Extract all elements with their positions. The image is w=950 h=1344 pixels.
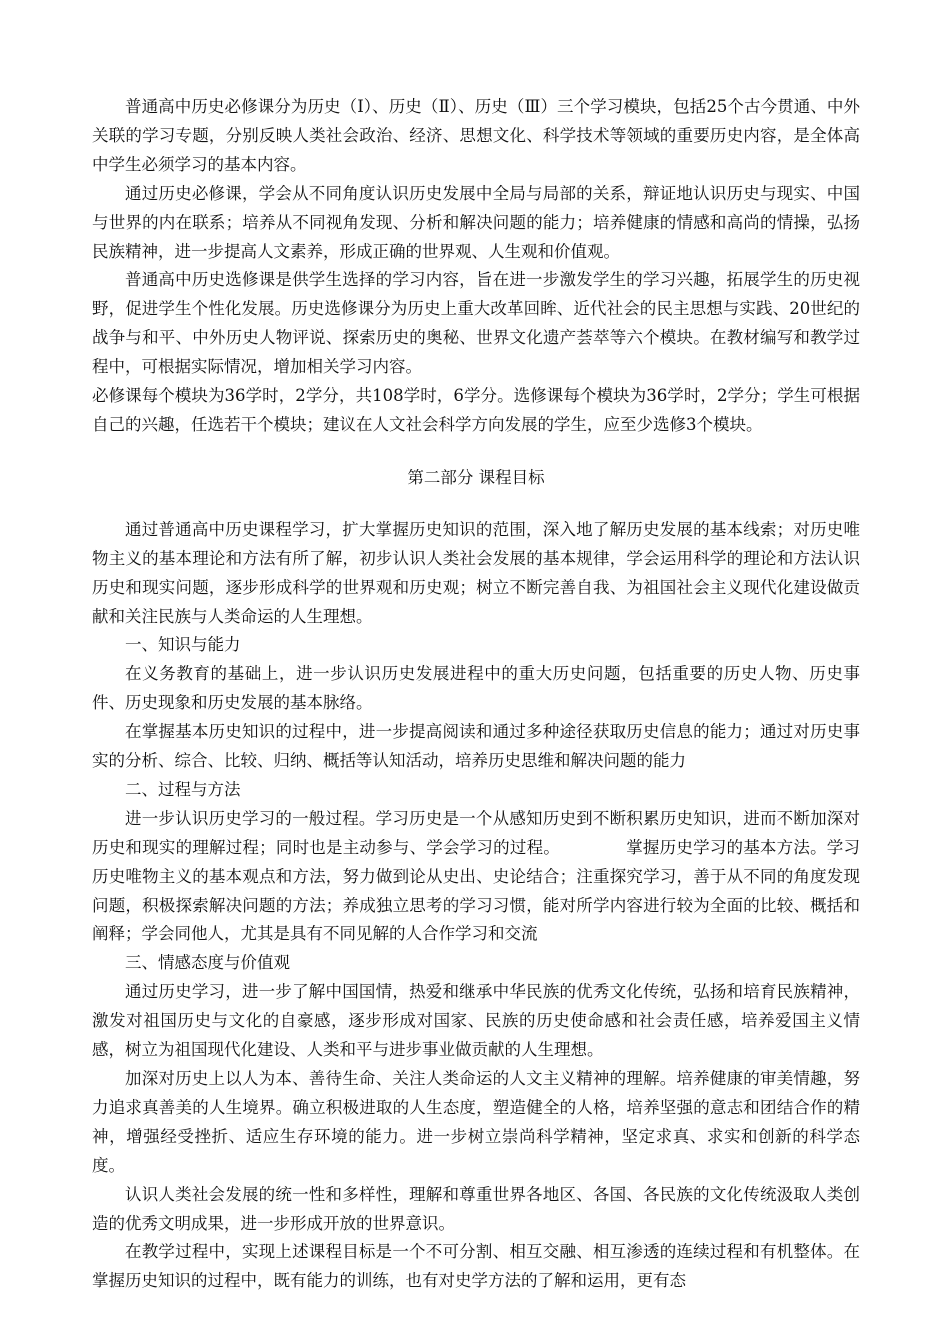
paragraph-process-method-part-b: 掌握历史学习的基本方法。学习历史唯物主义的基本观点和方法，努力做到论从史出、史论结合；注重探究学习，善于从不同的角度发现问题，积极探索解决问题的方法；养成独立思考的学习习惯，能对所学内容进行较为全面的比较、概括和阐释；学会同他人，尤其是具有不同见解的人合作学习和交流 [92,837,861,944]
paragraph-values-3: 认识人类社会发展的统一性和多样性，理解和尊重世界各地区、各国、各民族的文化传统汲取人类创造的优秀文明成果，进一步形成开放的世界意识。 [92,1184,860,1233]
subheading-knowledge-ability: 一、知识与能力 [125,635,241,655]
paragraph-process-method [92,805,860,950]
paragraph-credit-hours: 必修课每个模块为36学时，2学分，共108学时，6学分。选修课每个模块为36学时，2学分；学生可根据自己的兴趣，任选若干个模块；建议在人文社会科学方向发展的学生，应至少选修3个模块。 [92,386,860,434]
paragraph-values-1: 通过历史学习，进一步了解中国国情，热爱和继承中华民族的优秀文化传统，弘扬和培育民族精神，激发对祖国历史与文化的自豪感，逐步形成对国家、民族的历史使命感和社会责任感，培养爱国主义情感，树立为祖国现代化建设、人类和平与进步事业做贡献的人生理想。 [92,982,860,1060]
paragraph-values-4: 在教学过程中，实现上述课程目标是一个不可分割、相互交融、相互渗透的连续过程和有机整体。在掌握历史知识的过程中，既有能力的训练，也有对史学方法的了解和运用，更有态 [92,1242,860,1291]
paragraph-course-goals-intro: 通过普通高中历史课程学习，扩大掌握历史知识的范围，深入地了解历史发展的基本线索；对历史唯物主义的基本理论和方法有所了解，初步认识人类社会发展的基本规律，学会运用科学的理论和方法认识历史和现实问题，逐步形成科学的世界观和历史观；树立不断完善自我、为祖国社会主义现代化建设做贡献和关注民族与人类命运的人生理想。 [92,519,860,626]
paragraph-knowledge-1: 在义务教育的基础上，进一步认识历史发展进程中的重大历史问题，包括重要的历史人物、历史事件、历史现象和历史发展的基本脉络。 [92,664,860,713]
paragraph-elective-courses: 普通高中历史选修课是供学生选择的学习内容，旨在进一步激发学生的学习兴趣，拓展学生的历史视野，促进学生个性化发展。历史选修课分为历史上重大改革回眸、近代社会的民主思想与实践、20世纪的战争与和平、中外历史人物评说、探索历史的奥秘、世界文化遗产荟萃等六个模块。在教材编写和教学过程中，可根据实际情况，增加相关学习内容。 [92,270,860,377]
paragraph-process-method-part-a: 进一步认识历史学习的一般过程。学习历史是一个从感知历史到不断积累历史知识，进而不断加深对历史和现实的理解过程；同时也是主动参与、学会学习的过程。 [92,808,860,857]
paragraph-knowledge-2: 在掌握基本历史知识的过程中，进一步提高阅读和通过多种途径获取历史信息的能力；通过对历史事实的分析、综合、比较、归纳、概括等认知活动，培养历史思维和解决问题的能力 [92,722,860,771]
paragraph-required-courses: 普通高中历史必修课分为历史（Ⅰ）、历史（Ⅱ）、历史（Ⅲ）三个学习模块，包括25个古今贯通、中外关联的学习专题，分别反映人类社会政治、经济、思想文化、科学技术等领域的重要历史内容，是全体高中学生必须学习的基本内容。 [92,97,860,174]
paragraph-values-2: 加深对历史上以人为本、善待生命、关注人类命运的人文主义精神的理解。培养健康的审美情趣，努力追求真善美的人生境界。确立积极进取的人生态度，塑造健全的人格，培养坚强的意志和团结合作的精神，增强经受挫折、适应生存环境的能力。进一步树立崇尚科学精神，坚定求真、求实和创新的科学态度。 [92,1069,860,1175]
subheading-emotion-values: 三、情感态度与价值观 [125,953,290,973]
section-title: 第二部分 课程目标 [407,467,545,487]
subheading-process-method: 二、过程与方法 [125,779,241,799]
paragraph-required-goals: 通过历史必修课，学会从不同角度认识历史发展中全局与局部的关系，辩证地认识历史与现实、中国与世界的内在联系；培养从不同视角发现、分析和解决问题的能力；培养健康的情感和高尚的情操，弘扬民族精神，进一步提高人文素养，形成正确的世界观、人生观和价值观。 [92,183,860,261]
